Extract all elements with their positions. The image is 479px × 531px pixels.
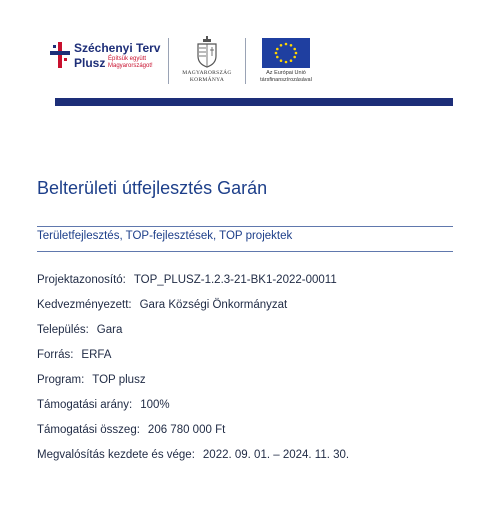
field-value: Gara Községi Önkormányzat xyxy=(139,299,288,311)
szechenyi-terv-plusz-logo xyxy=(50,40,162,84)
field-label: Támogatási arány: xyxy=(37,399,133,411)
field-support-amount xyxy=(37,424,225,436)
category-tags: Területfejlesztés, TOP-fejlesztések, TOP projektek xyxy=(37,230,293,242)
page-title: Belterületi útfejlesztés Garán xyxy=(37,178,268,198)
szechenyi-slogan: Építsük együtt Magyarországot! xyxy=(108,56,153,69)
divider xyxy=(37,226,453,227)
field-value: 206 780 000 Ft xyxy=(147,424,226,436)
banner-divider xyxy=(245,38,246,84)
field-value: TOP_PLUSZ-1.2.3-21-BK1-2022-00011 xyxy=(133,274,337,286)
cross-mark-icon xyxy=(50,42,70,68)
field-program xyxy=(37,374,146,386)
field-beneficiary xyxy=(37,299,287,311)
field-label: Forrás: xyxy=(37,349,74,361)
field-label: Projektazonosító: xyxy=(37,274,126,286)
field-settlement xyxy=(37,324,122,336)
field-value: Gara xyxy=(96,324,123,336)
field-value: ERFA xyxy=(81,349,112,361)
field-value: TOP plusz xyxy=(92,374,146,386)
eu-line2: társfinanszírozásával xyxy=(260,77,312,83)
eu-flag-icon xyxy=(262,38,310,68)
field-label: Megvalósítás kezdete és vége: xyxy=(37,449,195,461)
eu-line1: Az Európai Unió xyxy=(266,70,306,76)
banner-bottom-bar xyxy=(37,98,453,106)
field-label: Támogatási összeg: xyxy=(37,424,140,436)
coat-of-arms-icon xyxy=(195,36,219,68)
field-value: 2022. 09. 01. – 2024. 11. 30. xyxy=(202,449,350,461)
field-label: Program: xyxy=(37,374,85,386)
field-source xyxy=(37,349,111,361)
szechenyi-title: Széchenyi Terv xyxy=(74,41,161,55)
field-value: 100% xyxy=(140,399,170,411)
hungarian-government-logo xyxy=(176,36,238,88)
government-line2: KORMÁNYA xyxy=(189,77,225,83)
field-support-rate xyxy=(37,399,170,411)
field-project-id xyxy=(37,274,337,286)
field-label: Település: xyxy=(37,324,89,336)
government-line1: MAGYARORSZÁG xyxy=(182,70,232,76)
eu-caption xyxy=(252,70,320,84)
field-implementation-period xyxy=(37,449,349,461)
field-label: Kedvezményezett: xyxy=(37,299,132,311)
government-caption xyxy=(176,70,238,84)
divider xyxy=(37,251,453,252)
banner-divider xyxy=(168,38,169,84)
szechenyi-plus: Plusz xyxy=(74,56,106,70)
eu-cofinancing-logo xyxy=(252,36,320,88)
